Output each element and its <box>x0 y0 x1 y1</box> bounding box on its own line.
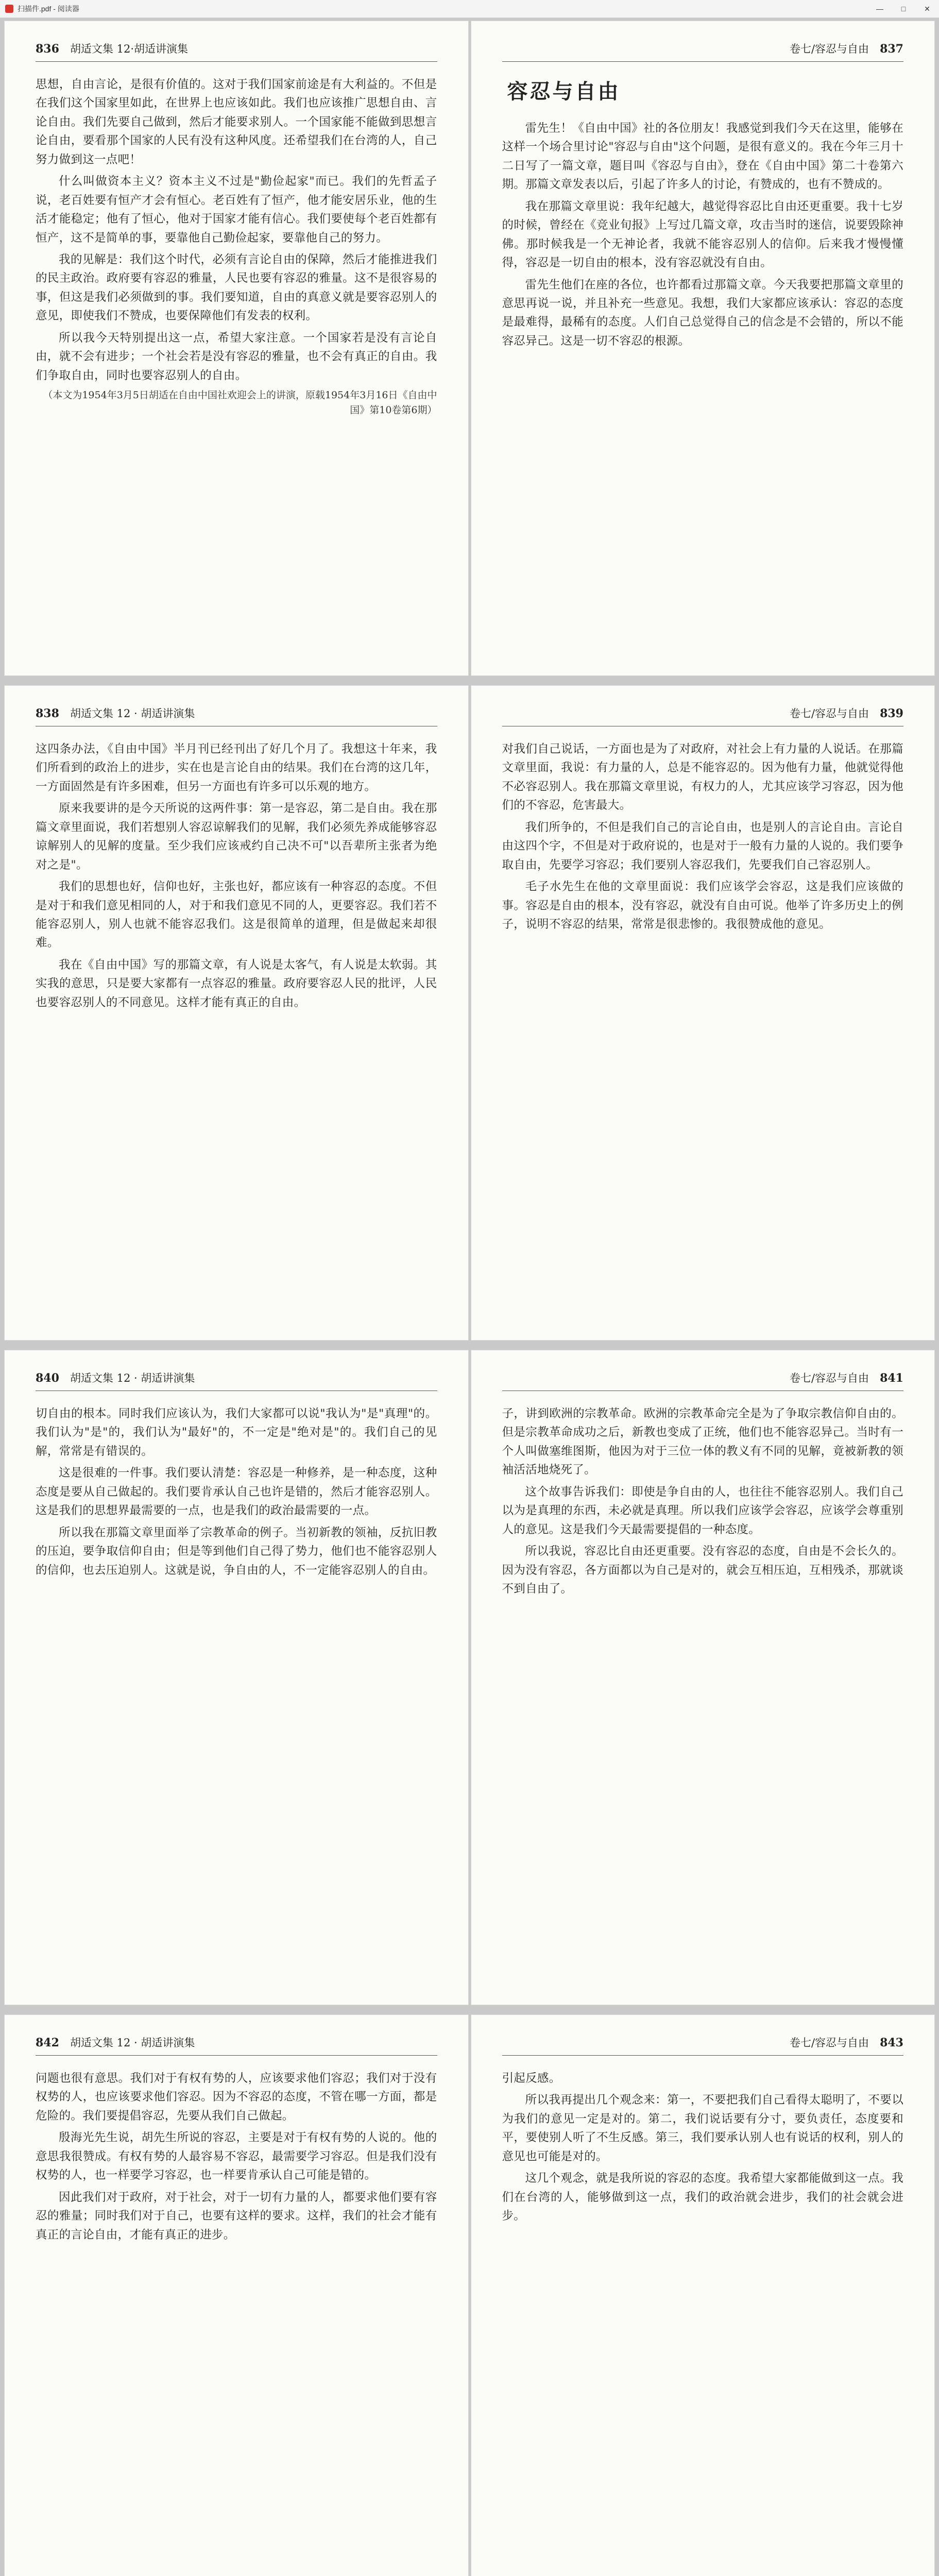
paragraph: 这个故事告诉我们：即使是争自由的人，也往往不能容忍别人。我们自己以为是真理的东西，未必就是真理。所以我们应该学会容忍，应该学会尊重别人的意见。这是我们今天最需要提倡的一种态度。 <box>502 1485 903 1536</box>
paragraph: 问题也很有意思。我们对于有权有势的人，应该要求他们容忍；我们对于没有权势的人，也应该要求他们容忍。因为不容忍的态度，不管在哪一方面，都是危险的。我们要提倡容忍，先要从我们自己做起。 <box>36 2072 437 2123</box>
page-spread-2 <box>4 685 935 1341</box>
page-number: 839 <box>880 707 903 720</box>
paragraph: 对我们自己说话，一方面也是为了对政府，对社会上有力量的人说话。在那篇文章里面，我说：有力量的人，总是不能容忍的。因为他有力量，他就觉得他不必容忍别人。我在那篇文章里说，有权力的人，尤其应该学习容忍，因为他们的不容忍，危害最大。 <box>502 742 903 812</box>
window-title: 扫描件.pdf - 阅读器 <box>18 5 79 13</box>
book-title: 胡适文集 12 · 胡适讲演集 <box>70 1372 195 1384</box>
section-head: 卷七/容忍与自由 <box>789 1372 869 1384</box>
paragraph: 雷先生！《自由中国》社的各位朋友！我感觉到我们今天在这里，能够在这样一个场合里讨论"容忍与自由"这个问题，是很有意义的。我在今年三月十二日写了一篇文章，题目叫《容忍与自由》，登在《自由中国》第二十卷第六期。那篇文章发表以后，引起了许多人的讨论，有赞成的，也有不赞成的。 <box>502 122 903 192</box>
paragraph: 什么叫做资本主义？资本主义不过是"勤俭起家"而已。我们的先哲孟子说，老百姓要有恒产才会有恒心。老百姓有了恒产，他才能安居乐业，他的生活才能稳定；他有了恒心，他对于国家才能有信心。我们要使每个老百姓都有恒产，这不是简单的事，要靠他自己勤俭起家，要靠他自己的努力。 <box>36 175 437 245</box>
maximize-button[interactable]: □ <box>901 5 906 13</box>
left-page <box>4 21 469 676</box>
running-head <box>502 705 904 726</box>
paragraph: 这是很难的一件事。我们要认清楚：容忍是一种修养，是一种态度，这种态度是要从自己做起的。我们要肯承认自己也许是错的，然后才能容忍别人。这是我们的思想界最需要的一点，也是我们的政治最需要的一点。 <box>36 1466 437 1518</box>
paragraph: 我们的思想也好，信仰也好，主张也好，都应该有一种容忍的态度。不但是对于和我们意见相同的人，对于和我们意见不同的人，更要容忍。我们若不能容忍别人，别人也就不能容忍我们。这是很简单的道理，但是做起来却很难。 <box>36 880 437 950</box>
page-number: 843 <box>880 2036 903 2049</box>
book-title: 胡适文集 12 · 胡适讲演集 <box>70 2037 195 2049</box>
paragraph: 原来我要讲的是今天所说的这两件事：第一是容忍，第二是自由。我在那篇文章里面说，我们若想别人容忍谅解我们的见解，我们必须先养成能够容忍谅解别人的见解的度量。至少我们应该戒约自己决不可"以吾辈所主张者为绝对之是"。 <box>36 802 437 872</box>
paragraph: 因此我们对于政府，对于社会，对于一切有力量的人，都要求他们要有容忍的雅量；同时我们对于自己，也要有这样的要求。这样，我们的社会才能有真正的言论自由，才能有真正的进步。 <box>36 2190 437 2242</box>
page-number: 842 <box>36 2036 59 2049</box>
page-number: 841 <box>880 1371 903 1385</box>
paragraph: 这四条办法，《自由中国》半月刊已经刊出了好几个月了。我想这十年来，我们所看到的政治上的进步，实在也是言论自由的结果。我们在台湾的这几年，一方面固然是有许多困难，但另一方面也有许多可以乐观的地方。 <box>36 742 437 793</box>
page-number: 837 <box>880 42 903 56</box>
left-page <box>4 2014 469 2576</box>
paragraph: 殷海光先生说，胡先生所说的容忍，主要是对于有权有势的人说的。他的意思我很赞成。有权有势的人最容易不容忍，最需要学习容忍。但是我们没有权势的人，也一样要学习容忍，也一样要肯承认自己可能是错的。 <box>36 2131 437 2182</box>
paragraph: 我在那篇文章里说：我年纪越大，越觉得容忍比自由还更重要。我十七岁的时候，曾经在《竞业旬报》上写过几篇文章，攻击当时的迷信，说要毁除神佛。那时候我是一个无神论者，我就不能容忍别人的信仰。后来我才慢慢懂得，容忍是一切自由的根本，没有容忍就没有自由。 <box>502 199 903 270</box>
window-titlebar <box>0 0 939 18</box>
close-button[interactable]: ✕ <box>924 4 930 13</box>
page-spread-1 <box>4 21 935 676</box>
paragraph: 所以我在那篇文章里面举了宗教革命的例子。当初新教的领袖，反抗旧教的压迫，要争取信仰自由；但是等到他们自己得了势力，他们也不能容忍别人的信仰，也去压迫别人。这就是说，争自由的人，不一定能容忍别人的自由。 <box>36 1526 437 1577</box>
right-page <box>471 2014 935 2576</box>
running-head <box>36 2035 437 2056</box>
book-title: 胡适文集 12 · 胡适讲演集 <box>70 707 195 720</box>
window-controls <box>868 0 939 18</box>
paragraph: 我的见解是：我们这个时代，必须有言论自由的保障，然后才能推进我们的民主政治。政府要有容忍的雅量，人民也要有容忍的雅量。这不是很容易的事，但这是我们必须做到的事。我们要知道，自由的真意义就是要容忍别人的意见，即使我们不赞成，也要保障他们有发表的权利。 <box>36 252 437 323</box>
paragraph: 我在《自由中国》写的那篇文章，有人说是太客气，有人说是太软弱。其实我的意思，只是要大家都有一点容忍的雅量。政府要容忍人民的批评，人民也要容忍别人的不同意见。这样才能有真正的自由。 <box>36 958 437 1009</box>
running-head <box>502 41 904 62</box>
page-number: 836 <box>36 42 59 56</box>
left-page <box>4 685 469 1341</box>
section-head: 卷七/容忍与自由 <box>789 2037 869 2049</box>
paragraph: 雷先生他们在座的各位，也许都看过那篇文章。今天我要把那篇文章里的意思再说一说，并且补充一些意见。我想，我们大家都应该承认：容忍的态度是最难得，最稀有的态度。人们自己总觉得自己的信念是不会错的，所以不能容忍异己。这是一切不容忍的根源。 <box>502 278 903 348</box>
minimize-button[interactable]: — <box>876 5 883 13</box>
paragraph: 这几个观念，就是我所说的容忍的态度。我希望大家都能做到这一点。我们在台湾的人，能够做到这一点，我们的政治就会进步，我们的社会就会进步。 <box>502 2172 903 2223</box>
right-page <box>471 685 935 1341</box>
page-spread-3 <box>4 1350 935 2005</box>
paragraph: 所以我今天特别提出这一点，希望大家注意。一个国家若是没有言论自由，就不会有进步；一个社会若是没有容忍的雅量，也不会有真正的自由。我们争取自由，同时也要容忍别人的自由。 <box>36 331 437 382</box>
paragraph: 子，讲到欧洲的宗教革命。欧洲的宗教革命完全是为了争取宗教信仰自由的。但是宗教革命成功之后，新教也变成了正统，他们也不能容忍异己。当时有一个人叫做塞维图斯，他因为对于三位一体的教义有不同的见解，竟被新教的领袖活活地烧死了。 <box>502 1407 903 1477</box>
paragraph: 我们所争的，不但是我们自己的言论自由，也是别人的言论自由。言论自由这四个字，不但是对于政府说的，也是对于一般有力量的人说的。我们要争取自由，先要学习容忍；我们要别人容忍我们，先要我们自己容忍别人。 <box>502 820 903 872</box>
page-number: 840 <box>36 1371 59 1385</box>
right-page <box>471 1350 935 2005</box>
paragraph: 所以我说，容忍比自由还更重要。没有容忍的态度，自由是不会长久的。因为没有容忍，各方面都以为自己是对的，就会互相压迫，互相残杀，那就谈不到自由了。 <box>502 1545 903 1596</box>
running-head <box>502 1370 904 1391</box>
running-head <box>36 1370 437 1391</box>
running-head <box>502 2035 904 2056</box>
paragraph: 引起反感。 <box>502 2072 561 2085</box>
paragraph: 思想，自由言论，是很有价值的。这对于我们国家前途是有大利益的。不但是在我们这个国家里如此，在世界上也应该如此。我们也应该推广思想自由、言论自由。我们先要自己做到，然后才能要求别人。一个国家能不能做到思想言论自由，要看那个国家的人民有没有这种风度。还希望我们在台湾的人，自己努力做到这一点吧！ <box>36 78 437 166</box>
article-title: 容忍与自由 <box>507 79 621 104</box>
section-head: 卷七/容忍与自由 <box>789 43 869 55</box>
book-title: 胡适文集 12·胡适讲演集 <box>70 43 189 55</box>
section-head: 卷七/容忍与自由 <box>789 707 869 720</box>
page-spread-4 <box>4 2014 935 2576</box>
page-number: 838 <box>36 707 59 720</box>
left-page <box>4 1350 469 2005</box>
paragraph: 切自由的根本。同时我们应该认为，我们大家都可以说"我认为"是"真理"的。我们认为"是"的，我们认为"最好"的，不一定是"绝对是"的。我们自己的见解，常常是有错误的。 <box>36 1407 437 1458</box>
pdf-app-icon <box>5 5 13 13</box>
running-head <box>36 41 437 62</box>
right-page <box>471 21 935 676</box>
paragraph: 所以我再提出几个观念来：第一，不要把我们自己看得太聪明了，不要以为我们的意见一定是对的。第二，我们说话要有分寸，要负责任，态度要和平，要使别人听了不生反感。第三，我们要承认别人也有说话的权利，别人的意见也可能是对的。 <box>502 2093 903 2163</box>
source-note: （本文为1954年3月5日胡适在自由中国社欢迎会上的讲演，原载1954年3月16日《自由中国》第10卷第6期） <box>43 389 437 416</box>
paragraph: 毛子水先生在他的文章里面说：我们应该学会容忍，这是我们应该做的事。容忍是自由的根本，没有容忍，就没有自由可说。他举了许多历史上的例子，说明不容忍的结果，常常是很悲惨的。我很赞成他的意见。 <box>502 880 903 931</box>
running-head <box>36 705 437 726</box>
